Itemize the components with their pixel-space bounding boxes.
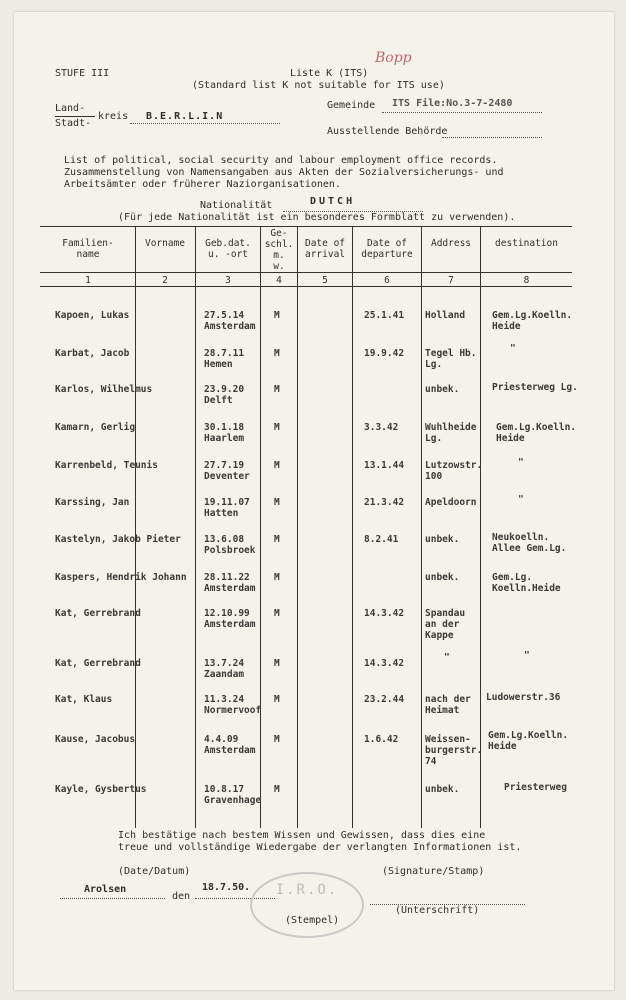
- table-row-departure: 13.1.44: [364, 460, 405, 471]
- table-row-destination: ": [524, 650, 530, 661]
- table-row-name: Kat, Gerrebrand: [55, 608, 141, 619]
- table-header-border: [40, 272, 572, 273]
- table-row-departure: 1.6.42: [364, 734, 399, 745]
- table-row-birth: 13.6.08 Polsbroek: [204, 534, 256, 556]
- land-label: Land-: [55, 103, 86, 114]
- table-top-border: [40, 226, 572, 227]
- table-row-departure: 25.1.41: [364, 310, 405, 321]
- den-label: den: [172, 891, 191, 902]
- col-number: 6: [384, 275, 390, 286]
- table-row-sex: M: [274, 460, 280, 471]
- table-row-address: Lutzowstr. 100: [425, 460, 483, 482]
- table-row-destination: ": [518, 457, 524, 468]
- col-divider: [195, 226, 196, 828]
- iro-stamp: [250, 872, 364, 938]
- table-row-name: Kat, Klaus: [55, 694, 113, 705]
- table-row-birth: 28.11.22 Amsterdam: [204, 572, 256, 594]
- table-row-departure: 14.3.42: [364, 608, 405, 619]
- table-row-address: Weissen- burgerstr. 74: [425, 734, 483, 767]
- col-header-familienname: Familien- name: [62, 238, 114, 260]
- stamp-text: I.R.O.: [275, 882, 339, 898]
- description-line-3: Arbeitsämter oder früherer Naziorganisationen.: [64, 179, 341, 190]
- date-label: (Date/Datum): [118, 866, 191, 877]
- col-header-vorname: Vorname: [144, 238, 186, 249]
- table-row-departure: 21.3.42: [364, 497, 405, 508]
- table-row-birth: 27.7.19 Deventer: [204, 460, 250, 482]
- col-number: 7: [448, 275, 454, 286]
- table-row-name: Kause, Jacobus: [55, 734, 136, 745]
- table-row-name: Karrenbeld, Teunis: [55, 460, 158, 471]
- description-line-1: List of political, social security and labour employment office records.: [64, 155, 498, 166]
- signature-label: (Signature/Stamp): [382, 866, 485, 877]
- table-row-address: Tegel Hb. Lg.: [425, 348, 477, 370]
- col-header-departure: Date of departure: [361, 238, 413, 260]
- table-row-address: Wuhlheide Lg.: [425, 422, 477, 444]
- table-row-destination: Gem.Lg.Koelln. Heide: [496, 422, 577, 444]
- col-divider: [135, 226, 136, 828]
- table-row-departure: 19.9.42: [364, 348, 405, 359]
- table-row-birth: 19.11.07 Hatten: [204, 497, 250, 519]
- col-divider: [421, 226, 422, 828]
- land-divider: [55, 116, 95, 117]
- table-row-destination: Ludowerstr.36: [486, 692, 561, 703]
- table-row-destination: ": [518, 494, 524, 505]
- table-row-address: nach der Heimat: [425, 694, 471, 716]
- col-divider: [260, 226, 261, 828]
- table-row-name: Kastelyn, Jakob Pieter: [55, 534, 181, 545]
- table-row-destination: Neukoelln. Allee Gem.Lg.: [492, 532, 567, 554]
- table-row-sex: M: [274, 608, 280, 619]
- unterschrift-label: (Unterschrift): [395, 905, 480, 916]
- table-row-birth: 30.1.18 Haarlem: [204, 422, 245, 444]
- table-row-destination: Gem.Lg. Koelln.Heide: [492, 572, 561, 594]
- file-reference: ITS File:No.3-7-2480: [392, 98, 513, 109]
- col-number: 5: [322, 275, 328, 286]
- table-row-name: Kayle, Gysbertus: [55, 784, 147, 795]
- table-row-birth: 11.3.24 Normervoof: [204, 694, 262, 716]
- col-number: 3: [225, 275, 231, 286]
- col-header-arrival: Date of arrival: [304, 238, 346, 260]
- col-header-address: Address: [430, 238, 472, 249]
- table-row-address: Apeldoorn: [425, 497, 477, 508]
- col-divider: [297, 226, 298, 828]
- kreis-dots: [130, 123, 280, 124]
- table-row-sex: M: [274, 734, 280, 745]
- description-line-2: Zusammenstellung von Namensangaben aus Akten der Sozialversicherungs- und: [64, 167, 504, 178]
- table-row-sex: M: [274, 658, 280, 669]
- nationality-note: (Für jede Nationalität ist ein besonderes Formblatt zu verwenden).: [118, 212, 516, 223]
- table-row-sex: M: [274, 572, 280, 583]
- declaration-line-1: Ich bestätige nach bestem Wissen und Gewissen, dass dies eine: [118, 830, 486, 841]
- gemeinde-dots: [382, 112, 542, 113]
- table-row-sex: M: [274, 497, 280, 508]
- table-row-name: Kapoen, Lukas: [55, 310, 130, 321]
- table-row-name: Karbat, Jacob: [55, 348, 130, 359]
- table-row-sex: M: [274, 348, 280, 359]
- table-row-birth: 12.10.99 Amsterdam: [204, 608, 256, 630]
- stufe-label: STUFE III: [55, 68, 110, 79]
- gemeinde-label: Gemeinde: [327, 100, 376, 111]
- table-row-name: Karssing, Jan: [55, 497, 130, 508]
- table-row-sex: M: [274, 384, 280, 395]
- kreis-value: B.E.R.L.I.N: [146, 111, 224, 122]
- col-number: 4: [276, 275, 282, 286]
- table-row-departure: 8.2.41: [364, 534, 399, 545]
- col-number: 1: [85, 275, 91, 286]
- table-row-address: unbek.: [425, 384, 460, 395]
- table-row-name: Kaspers, Hendrik Johann: [55, 572, 187, 583]
- nationality-label: Nationalität: [200, 200, 273, 211]
- col-header-geschlecht: Ge- schl. m. w.: [264, 228, 294, 272]
- table-row-destination: Gem.Lg.Koelln. Heide: [492, 310, 573, 332]
- place-dots: [60, 898, 165, 899]
- nationality-value: DUTCH: [310, 196, 356, 207]
- table-row-sex: M: [274, 534, 280, 545]
- table-row-address: Holland: [425, 310, 466, 321]
- table-number-border: [40, 286, 572, 287]
- table-row-birth: 27.5.14 Amsterdam: [204, 310, 256, 332]
- behoerde-dots: [442, 137, 542, 138]
- place-value: Arolsen: [84, 884, 127, 895]
- table-row-address: ": [444, 652, 450, 663]
- col-header-geburtsdatum: Geb.dat. u. -ort: [205, 238, 251, 260]
- col-header-destination: destination: [495, 238, 558, 249]
- table-row-sex: M: [274, 310, 280, 321]
- table-row-departure: 23.2.44: [364, 694, 405, 705]
- table-row-birth: 4.4.09 Amsterdam: [204, 734, 256, 756]
- col-number: 2: [162, 275, 168, 286]
- col-divider: [352, 226, 353, 828]
- declaration-line-2: treue und vollständige Wiedergabe der verlangten Informationen ist.: [118, 842, 522, 853]
- liste-title: Liste K (ITS): [290, 68, 369, 79]
- date-value: 18.7.50.: [202, 882, 251, 893]
- table-row-name: Kat, Gerrebrand: [55, 658, 141, 669]
- table-row-address: unbek.: [425, 572, 460, 583]
- table-row-destination: ": [510, 343, 516, 354]
- table-row-birth: 10.8.17 Gravenhage: [204, 784, 262, 806]
- table-row-departure: 3.3.42: [364, 422, 399, 433]
- table-row-address: Spandau an der Kappe: [425, 608, 466, 641]
- table-row-address: unbek.: [425, 534, 460, 545]
- behoerde-label: Ausstellende Behörde: [327, 126, 448, 137]
- stadt-label: Stadt-: [55, 118, 92, 129]
- table-row-destination: Gem.Lg.Koelln. Heide: [488, 730, 569, 752]
- table-row-birth: 13.7.24 Zaandam: [204, 658, 245, 680]
- table-row-sex: M: [274, 694, 280, 705]
- table-row-destination: Priesterweg Lg.: [492, 382, 578, 393]
- table-row-sex: M: [274, 422, 280, 433]
- table-row-destination: Priesterweg: [504, 782, 567, 793]
- col-number: 8: [523, 275, 530, 286]
- table-row-birth: 28.7.11 Hemen: [204, 348, 245, 370]
- table-row-name: Kamarn, Gerlig: [55, 422, 136, 433]
- table-row-birth: 23.9.20 Delft: [204, 384, 245, 406]
- handwritten-note: Bopp: [375, 50, 412, 66]
- table-row-departure: 14.3.42: [364, 658, 405, 669]
- kreis-label: kreis: [98, 111, 129, 122]
- table-row-address: unbek.: [425, 784, 460, 795]
- stempel-label: (Stempel): [285, 915, 340, 926]
- table-row-name: Karlos, Wilhelmus: [55, 384, 153, 395]
- liste-subtitle: (Standard list K not suitable for ITS use): [192, 80, 445, 91]
- table-row-sex: M: [274, 784, 280, 795]
